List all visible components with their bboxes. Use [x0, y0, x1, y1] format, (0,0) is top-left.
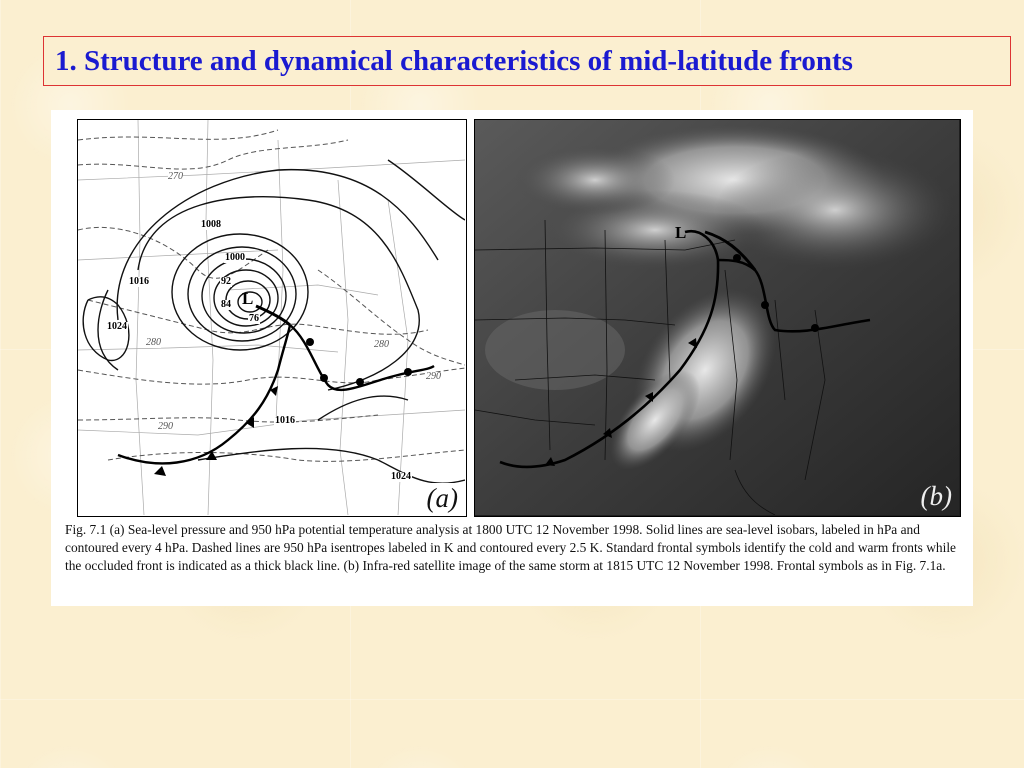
isobar-label: 84 [221, 299, 231, 310]
low-pressure-label: L [675, 223, 687, 242]
panel-a-label: (a) [426, 483, 458, 513]
isobar-label: 1024 [391, 471, 411, 482]
isentrope-label: 290 [158, 421, 173, 432]
isobar-label: 92 [221, 276, 231, 287]
isobar-label: 1016 [129, 276, 149, 287]
panel-a-map [77, 119, 467, 517]
panel-b-label: (b) [920, 481, 952, 511]
isobar-label: 76 [249, 313, 259, 324]
satellite-image [475, 120, 959, 515]
isentrope-label: 280 [374, 339, 389, 350]
isentrope-label: 280 [146, 337, 161, 348]
isobar-label: 1000 [225, 252, 245, 263]
isobar-label: 1008 [201, 219, 221, 230]
panel-b-satellite-image [474, 119, 961, 517]
figure [51, 110, 973, 606]
slide-title: 1. Structure and dynamical characteristics of mid-latitude fronts [55, 44, 853, 77]
slide-title-box [43, 36, 1011, 86]
isentrope-label: 270 [168, 171, 183, 182]
figure-caption: Fig. 7.1 (a) Sea-level pressure and 950 hPa potential temperature analysis at 1800 UTC 12 November 1998. Solid lines are sea-level isobars, labeled in hPa and contoured every 4 hPa. Dashed lines are 950 hPa isentropes labeled in K and contoured every 2.5 K. Standard frontal symbols identify the cold and warm fronts while the occluded front is indicated as a thick black line. (b) Infra-red satellite image of the same storm at 1815 UTC 12 November 1998. Frontal symbols as in Fig. 7.1a. [65, 522, 956, 573]
pressure-analysis-map [78, 120, 465, 515]
isobar-label: 1024 [107, 321, 127, 332]
isobar-label: 1016 [275, 415, 295, 426]
low-pressure-label: L [242, 289, 254, 308]
isentrope-label: 290 [426, 371, 441, 382]
